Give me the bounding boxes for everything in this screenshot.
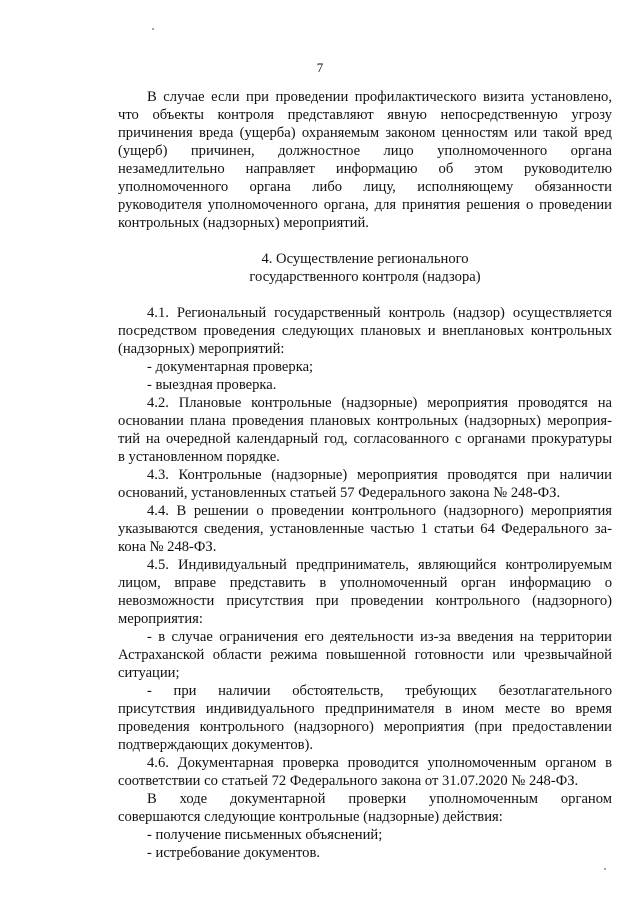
text-line: (надзорных) мероприятий: <box>118 341 285 357</box>
text-line: руководителя уполномоченного органа, для принятия решения о проведении <box>118 197 612 213</box>
text-line: совершаются следующие контрольные (надзорные) действия: <box>118 809 503 825</box>
scan-speck <box>604 868 606 870</box>
text-line: 4.4. В решении о проведении контрольного (надзорного) мероприятия <box>147 503 612 519</box>
text-line: незамедлительно направляет информацию об этом руководителю <box>118 161 612 177</box>
text-line: невозможности присутствия при проведении контрольного (надзорного) <box>118 593 612 609</box>
text-line: - выездная проверка. <box>147 377 277 393</box>
text-line: что объекты контроля представляют явную непосредственную угрозу <box>118 107 612 123</box>
text-line: 4.3. Контрольные (надзорные) мероприятия проводятся при наличии <box>147 467 612 483</box>
text-line: кона № 248-ФЗ. <box>118 539 217 555</box>
text-line: проведения контрольного (надзорного) мероприятия (при предоставлении <box>118 719 612 735</box>
text-line: В случае если при проведении профилактического визита установлено, <box>147 89 612 105</box>
text-line: в установленном порядке. <box>118 449 280 465</box>
text-line: 4.6. Документарная проверка проводится уполномоченным органом в <box>147 755 612 771</box>
text-line: контрольных (надзорных) мероприятий. <box>118 215 369 231</box>
text-line: В ходе документарной проверки уполномоченным органом <box>147 791 612 807</box>
text-line: причинения вреда (ущерба) охраняемым законом ценностям или такой вред <box>118 125 612 141</box>
text-line: лицом, вправе представить в уполномоченный орган информацию о <box>118 575 612 591</box>
text-line: ситуации; <box>118 665 180 681</box>
text-line: (ущерб) причинен, должностное лицо уполномоченного органа <box>118 143 612 159</box>
text-line: мероприятия: <box>118 611 203 627</box>
text-line: Астраханской области режима повышенной готовности или чрезвычайной <box>118 647 612 663</box>
text-line: - при наличии обстоятельств, требующих безотлагательного <box>147 683 612 699</box>
text-line: 4.5. Индивидуальный предприниматель, являющийся контролируемым <box>147 557 612 573</box>
text-line: - получение письменных объяснений; <box>147 827 383 843</box>
section-heading-line: 4. Осуществление регионального <box>261 251 469 267</box>
text-line: 4.1. Региональный государственный контроль (надзор) осуществляется <box>147 305 612 321</box>
text-line: 4.2. Плановые контрольные (надзорные) мероприятия проводятся на <box>147 395 612 411</box>
text-line: - истребование документов. <box>147 845 321 861</box>
text-line: - в случае ограничения его деятельности из-за введения на территории <box>147 629 612 645</box>
text-line: основании плана проведения плановых контрольных (надзорных) мероприя- <box>118 413 612 429</box>
text-line: оснований, установленных статьей 57 Федерального закона № 248-ФЗ. <box>118 485 561 501</box>
text-line: соответствии со статьей 72 Федерального закона от 31.07.2020 № 248-ФЗ. <box>118 773 579 789</box>
section-heading-line: государственного контроля (надзора) <box>249 269 481 285</box>
scan-speck <box>152 28 154 30</box>
text-line: уполномоченного органа либо лицу, исполняющему обязанности <box>118 179 612 195</box>
text-line: подтверждающих документов). <box>118 737 314 753</box>
text-line: указываются сведения, установленные частью 1 статьи 64 Федерального за- <box>118 521 612 537</box>
text-line: посредством проведения следующих плановых и внеплановых контрольных <box>118 323 612 339</box>
text-line: - документарная проверка; <box>147 359 314 375</box>
text-line: присутствия индивидуального предпринимателя в ином месте во время <box>118 701 612 717</box>
page-number: 7 <box>316 60 324 75</box>
text-line: тий на очередной календарный год, согласованного с органами прокуратуры <box>118 431 612 447</box>
